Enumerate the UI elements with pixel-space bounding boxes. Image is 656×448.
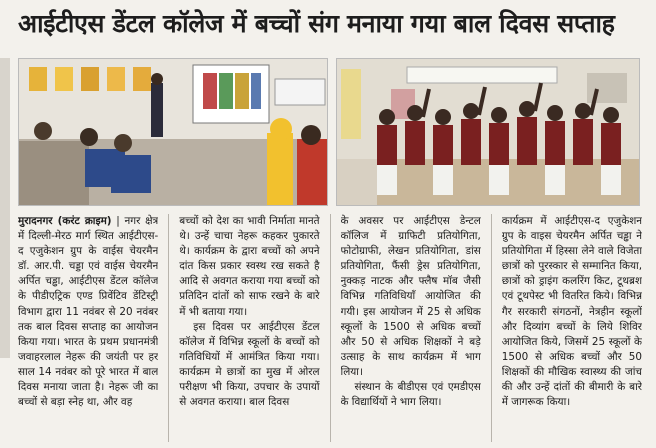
headline: आईटीएस डेंटल कॉलेज में बच्चों संग मनाया गया बाल दिवस सप्ताह: [18, 9, 615, 38]
article-column-2: [179, 214, 319, 442]
adjacent-article-strip: [0, 58, 10, 358]
column-1-text: | नगर क्षेत्र में दिल्ली-मेरठ मार्ग स्थित आईटीएस-द एजुकेशन ग्रुप के वाईस चेयरमैन डॉ. आर.पी. चड्डा एवं वाईस चेयरमैन अर्पित चड्ढा, आईटीएस डेंटल कॉलेज के पीडीएट्रिक एण्ड प्रिवेंटिव डेंटिस्ट्री विभाग द्वारा 11 नवंबर से 20 नवंबर तक बाल दिवस सप्ताह का आयोजन किया गया। भारत के प्रथम प्रधानमंत्री जवाहरलाल नेहरू की जयंती पर हर साल 14 नवंबर को पूरे भारत में बाल दिवस मनाया जाता है। नेहरू जी का बच्चों से बड़ा स्नेह था, और वह: [18, 215, 159, 409]
column-divider: [168, 214, 169, 442]
article-column-3: [341, 214, 481, 442]
article-body: [18, 214, 642, 442]
article-column-1: [18, 214, 158, 442]
column-divider: [330, 214, 331, 442]
classroom-photo: [18, 58, 328, 206]
article-column-4: [502, 214, 642, 442]
column-3-paragraph-2: संस्थान के बीडीएस एवं एमडीएस के विद्यार्थियों ने भाग लिया।: [340, 381, 481, 409]
column-2-paragraph-2: इस दिवस पर आईटीएस डेंटल कॉलेज में विभिन्न स्कूलों के बच्चों को गतिविधियों में आमंत्रित किया गया। कार्यक्रम मे छात्रों का मुख में ओरल परीक्षण भी किया, उपचार के उपायों से अवगत कराया। बाल दिवस: [179, 320, 320, 409]
column-2-paragraph-1: बच्चों को देश का भावी निर्माता मानते थे। उन्हें चाचा नेहरू कहकर पुकारते थे। कार्यक्रम के द्वारा बच्चों को अपने दांत किस प्रकार स्वस्थ रख सकते है आदि से अवगत कराया गया बच्चों को प्रतिदिन दांतों को साफ रखने के बारे में भी बताया गया।: [179, 215, 320, 318]
column-3-paragraph-1: के अवसर पर आईटीएस डेन्टल कॉलिज में ग्राफिटी प्रतियोगिता, फोटोग्राफी, लेखन प्रतियोगिता, डांस प्रतियोगिता, फैंसी ड्रेस प्रतियोगिता, नुक्कड़ नाटक और फ्लैष मॉब जैसी विभिन्न गतिविधियाँ आयोजित की गयी। इस आयोजन में 25 से अधिक स्कूलों के 1500 से अधिक बच्चों और 50 से अधिक शिक्षकों ने बड़े उत्साह के साथ कार्यक्रम में भाग लिया।: [340, 215, 481, 378]
students-group-photo: [336, 58, 640, 206]
dateline: मुरादनगर (करंट क्राइम): [18, 215, 112, 227]
column-divider: [491, 214, 492, 442]
column-4-paragraph: कार्यक्रम में आईटीएस-द एजुकेशन ग्रुप के वाइस चेयरमैन अर्पित चड्ढा ने प्रतियोगिता में हिस्सा लेने वाले विजेता छात्रों को पुरस्कार से सम्मानित किया, छात्रों को ड्राइंग कलरिंग किट, टूथब्रश एवं टूथपेस्ट भी वितरित किये। विभिन्न गैर सरकारी संगठनों, नेत्रहीन स्कूलों और दिव्यांग बच्चों के लिये शिविर आयोजित किये, जिसमें 25 स्कूलों के 1500 से अधिक बच्चों और 50 शिक्षकों की मौखिक स्वास्थ्य की जांच की और उन्हें दांतों की बीमारी के बारे में जागरूक किया।: [501, 215, 643, 409]
